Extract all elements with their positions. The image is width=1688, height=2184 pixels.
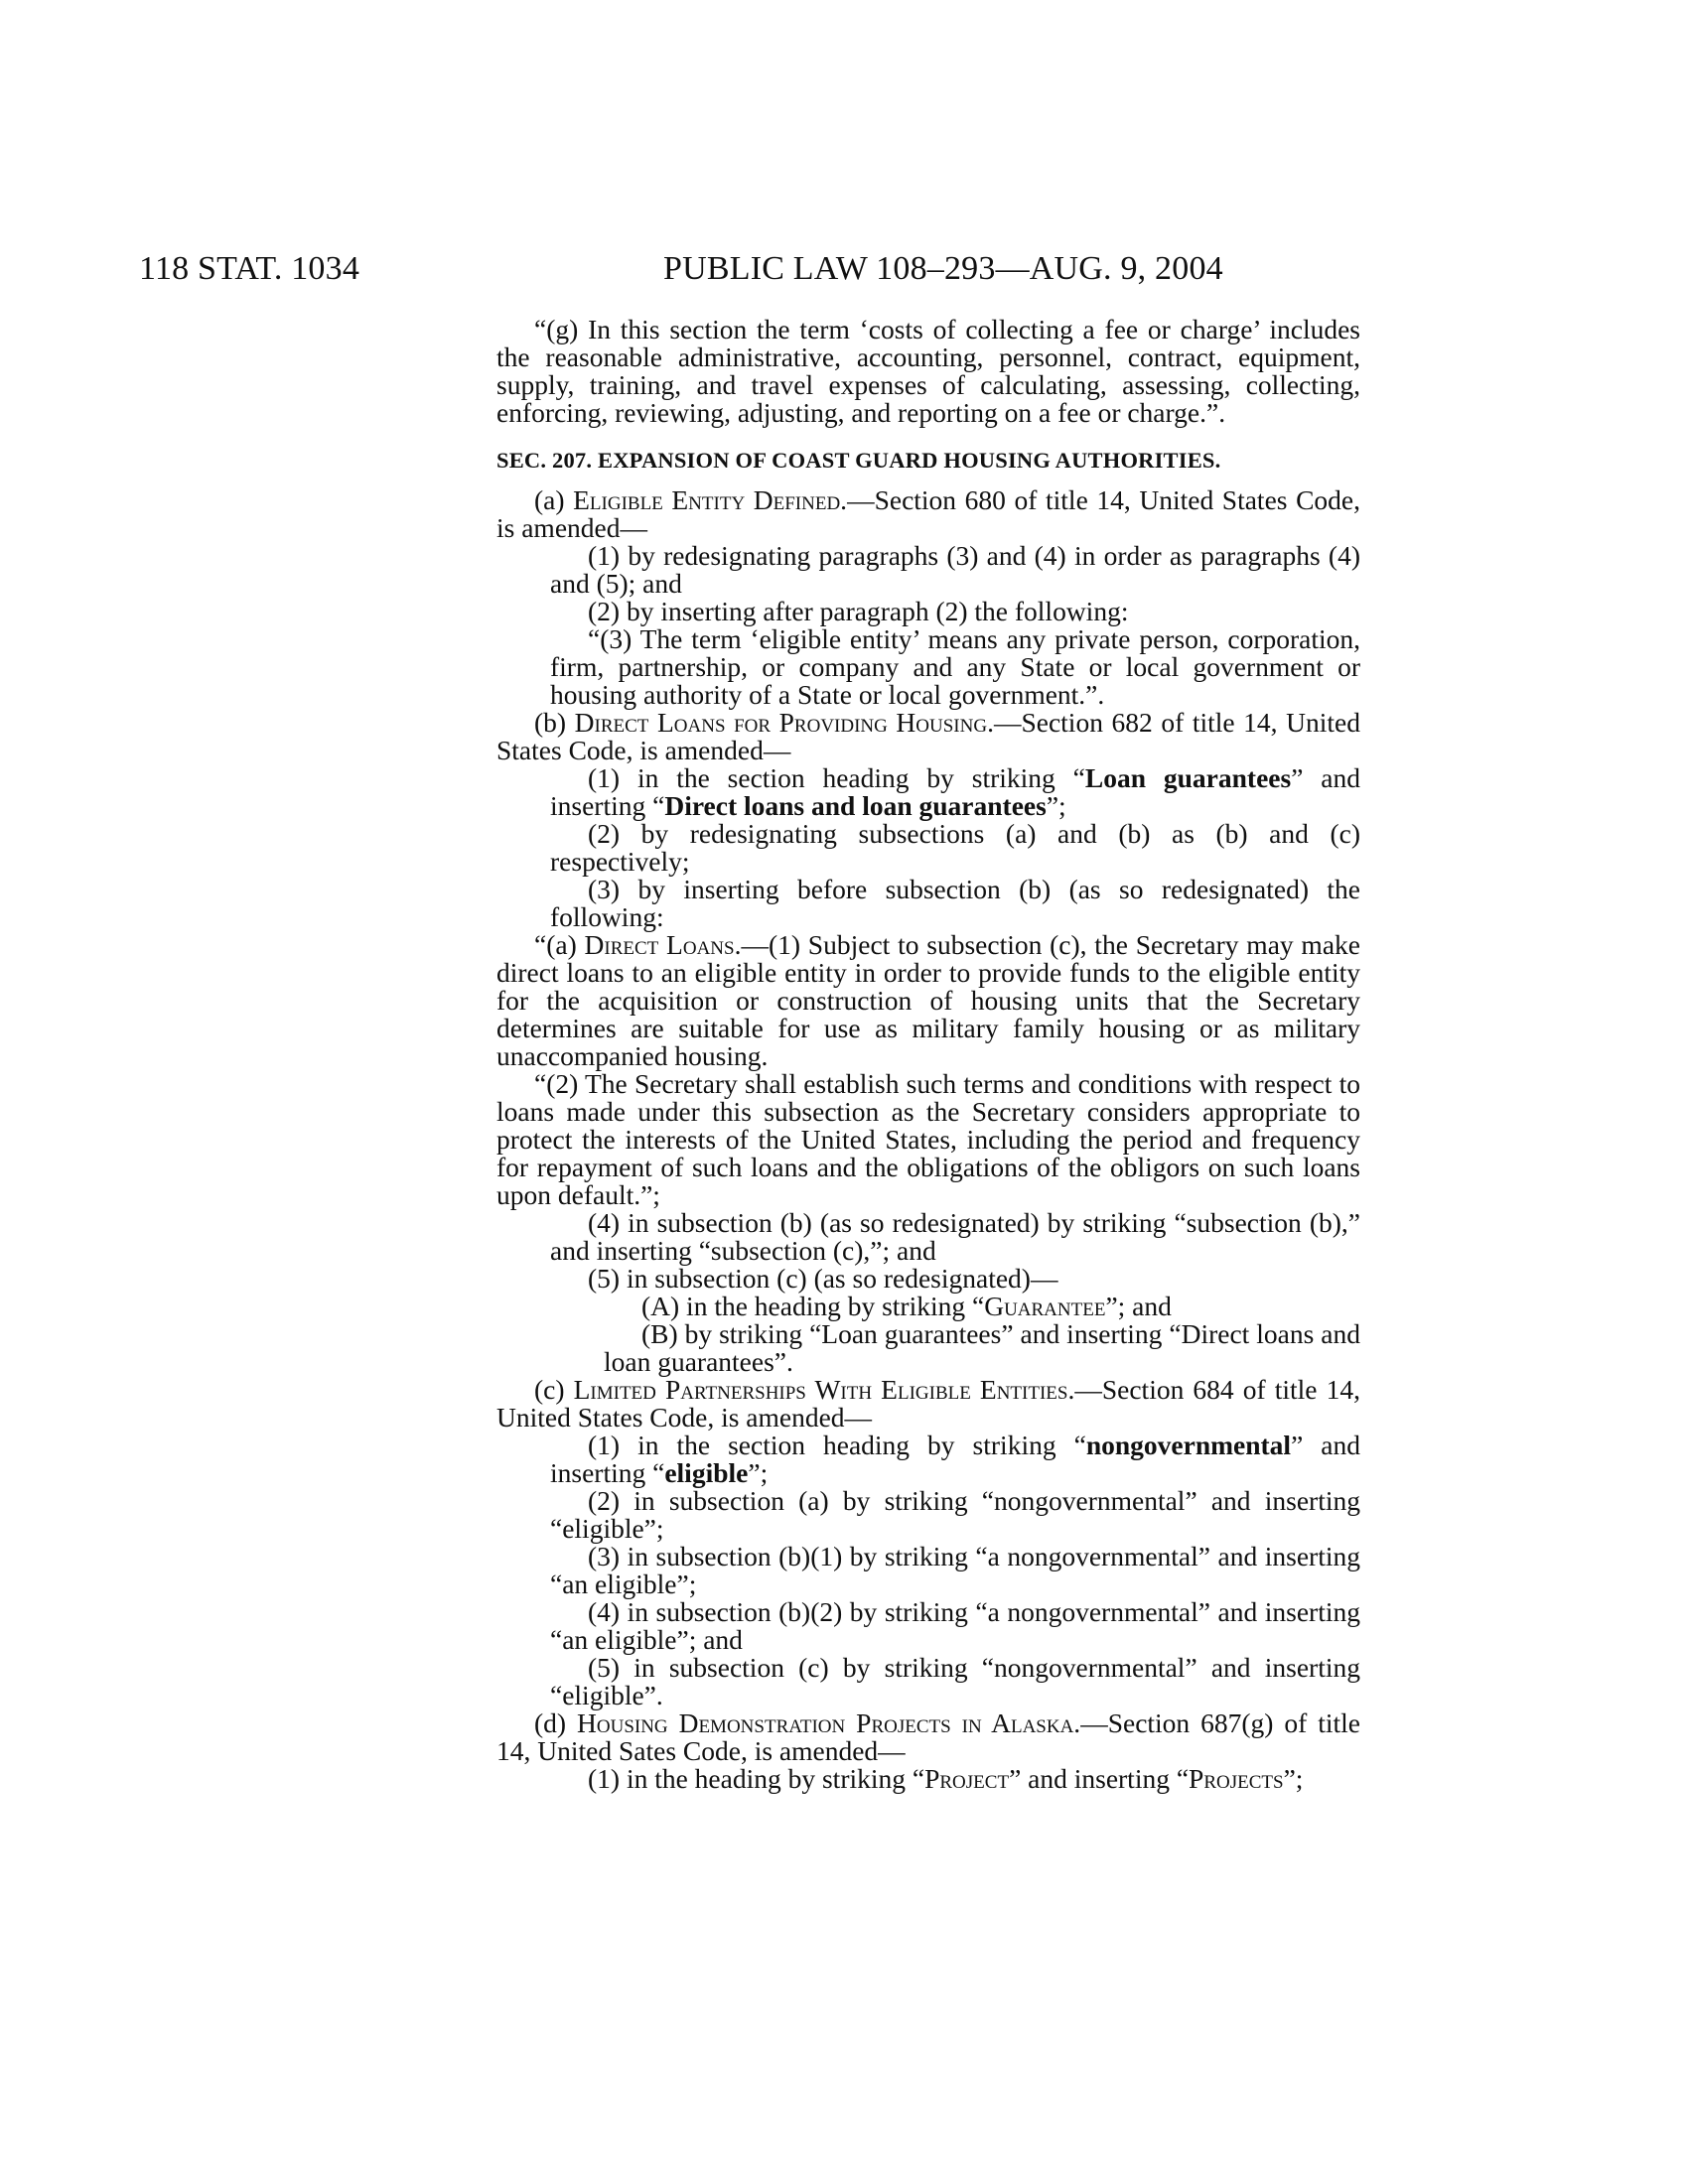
subsection-c: (c) Limited Partnerships With Eligible Entities.—Section 684 of title 14, United States Code, is amended— bbox=[496, 1374, 1360, 1433]
item-b2: (2) by redesignating subsections (a) and (b) as (b) and (c) respectively; bbox=[550, 818, 1360, 877]
item-c2: (2) in subsection (a) by striking “nongovernmental” and inserting “eligible”; bbox=[550, 1485, 1360, 1544]
item-a1: (1) by redesignating paragraphs (3) and (4) in order as paragraphs (4) and (5); and bbox=[550, 540, 1360, 599]
document-body bbox=[496, 316, 1360, 1793]
item-b1: (1) in the section heading by striking “Loan guarantees” and inserting “Direct loans and loan guarantees”; bbox=[550, 762, 1360, 821]
subsection-d-heading: Housing Demonstration Projects in Alaska. bbox=[577, 1707, 1081, 1738]
item-b5-A: (A) in the heading by striking “Guarantee”; and bbox=[641, 1291, 1172, 1321]
item-c1: (1) in the section heading by striking “nongovernmental” and inserting “eligible”; bbox=[550, 1430, 1360, 1488]
subsection-a-heading: Eligible Entity Defined. bbox=[573, 484, 848, 515]
item-b4: (4) in subsection (b) (as so redesignated) by striking “subsection (b),” and inserting “subsection (c),”; and bbox=[550, 1207, 1360, 1266]
subsection-a: (a) Eligible Entity Defined.—Section 680 of title 14, United States Code, is amended— bbox=[496, 484, 1360, 543]
item-b5: (5) in subsection (c) (as so redesignated)— bbox=[588, 1263, 1058, 1294]
subsection-b-heading: Direct Loans for Providing Housing. bbox=[574, 707, 994, 738]
item-c3: (3) in subsection (b)(1) by striking “a nongovernmental” and inserting “an eligible”; bbox=[550, 1541, 1360, 1599]
running-header: PUBLIC LAW 108–293—AUG. 9, 2004 bbox=[663, 250, 1223, 287]
subsection-c-heading: Limited Partnerships With Eligible Entities. bbox=[573, 1374, 1075, 1405]
direct-loans-paragraph-2: “(2) The Secretary shall establish such terms and conditions with respect to loans made under this subsection as the Secretary considers appropriate to protect the interests of the United States, including the period and frequency for repayment of such loans and the obligations of the obligors on such loans upon default.”; bbox=[496, 1068, 1360, 1210]
subsection-d: (d) Housing Demonstration Projects in Alaska.—Section 687(g) of title 14, United Sates Code, is amended— bbox=[496, 1707, 1360, 1766]
inserted-paragraph-3: “(3) The term ‘eligible entity’ means any private person, corporation, firm, partnership, or company and any State or local government or housing authority of a State or local government.”. bbox=[550, 623, 1360, 710]
item-a2: (2) by inserting after paragraph (2) the following: bbox=[588, 596, 1129, 626]
subsection-b: (b) Direct Loans for Providing Housing.—Section 682 of title 14, United States Code, is amended— bbox=[496, 707, 1360, 765]
item-b5-B: (B) by striking “Loan guarantees” and inserting “Direct loans and loan guarantees”. bbox=[604, 1318, 1360, 1377]
statute-page-number: 118 STAT. 1034 bbox=[139, 250, 360, 287]
item-c5: (5) in subsection (c) by striking “nongovernmental” and inserting “eligible”. bbox=[550, 1652, 1360, 1710]
direct-loans-heading: Direct Loans. bbox=[584, 929, 742, 960]
section-title: SEC. 207. EXPANSION OF COAST GUARD HOUSING AUTHORITIES. bbox=[496, 448, 1221, 473]
item-b3: (3) by inserting before subsection (b) (as so redesignated) the following: bbox=[550, 874, 1360, 932]
subsection-g-paragraph: “(g) In this section the term ‘costs of collecting a fee or charge’ includes the reasonable administrative, accounting, personnel, contract, equipment, supply, training, and travel expenses of calculating, assessing, collecting, enforcing, reviewing, adjusting, and reporting on a fee or charge.”. bbox=[496, 314, 1360, 428]
direct-loans-paragraph-1: “(a) Direct Loans.—(1) Subject to subsection (c), the Secretary may make direct loans to an eligible entity in order to provide funds to the eligible entity for the acquisition or construction of housing units that the Secretary determines are suitable for use as military family housing or as military unaccompanied housing. bbox=[496, 929, 1360, 1071]
item-d1: (1) in the heading by striking “Project” and inserting “Projects”; bbox=[588, 1763, 1304, 1794]
item-c4: (4) in subsection (b)(2) by striking “a nongovernmental” and inserting “an eligible”; and bbox=[550, 1596, 1360, 1655]
